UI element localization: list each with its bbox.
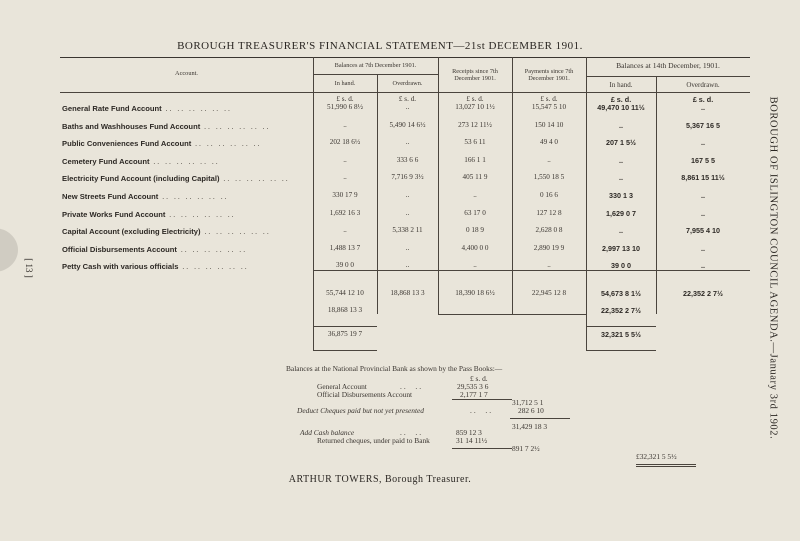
cell-rec: 4,400 0 0 xyxy=(461,244,489,252)
leader-dots: .. .. .. .. .. .. xyxy=(158,192,229,201)
cell-in7: 1,488 13 7 xyxy=(329,244,361,252)
account-label xyxy=(62,227,310,236)
cell-in7: 330 17 9 xyxy=(332,191,358,199)
page-number: [ 13 ] xyxy=(24,258,34,278)
total-ov14: 22,352 2 7½ xyxy=(683,289,723,298)
cell-ov14: 5,367 16 5 xyxy=(686,121,720,130)
cell-in7: .. xyxy=(343,156,347,164)
cell-pay: 49 4 0 xyxy=(540,138,558,146)
cell-ov14: 167 5 5 xyxy=(691,156,715,165)
total-ov7: 18,868 13 3 xyxy=(390,289,425,297)
net-rule-left xyxy=(313,326,377,327)
lsd-header: £ s. d. xyxy=(610,95,632,104)
bal14-subheader-rule xyxy=(586,76,750,77)
account-label xyxy=(62,122,310,131)
bal7-subheader-rule xyxy=(313,74,438,75)
bank-add-label: Add Cash balance xyxy=(300,428,355,437)
bank-sum-rule xyxy=(510,418,570,419)
cell-ov14: 7,955 4 10 xyxy=(686,226,720,235)
cell-ov14: .. xyxy=(701,244,705,253)
leader-dots: .. .. .. .. .. .. xyxy=(219,174,290,183)
cell-pay: 2,628 0 8 xyxy=(535,226,563,234)
header-payments: Payments since 7th December 1901. xyxy=(524,68,574,82)
account-name: Private Works Fund Account xyxy=(62,210,166,219)
less-in7: 18,868 13 3 xyxy=(327,306,363,314)
bank-sum-rule xyxy=(452,399,512,400)
bank-cash-value: 859 12 3 xyxy=(456,428,482,437)
cell-ov7: 5,490 14 6½ xyxy=(389,121,426,129)
total-payments: 22,945 12 8 xyxy=(531,289,567,297)
cell-ov7: 5,338 2 11 xyxy=(392,226,423,234)
net-rule-right xyxy=(586,326,656,327)
cell-pay: 2,890 19 9 xyxy=(533,244,565,252)
cell-pay: .. xyxy=(547,261,551,269)
bank-heading: Balances at the National Provincial Bank as shown by the Pass Books:— xyxy=(286,364,503,373)
cell-in7: 202 18 6½ xyxy=(329,138,361,146)
leader-dots: .. .. xyxy=(470,406,494,415)
cell-rec: 166 1 1 xyxy=(464,156,486,164)
cell-ov7: .. xyxy=(405,244,410,252)
account-label xyxy=(62,174,310,183)
cell-in7: .. xyxy=(343,121,347,129)
cell-ov14: .. xyxy=(701,103,705,112)
cell-ov7: .. xyxy=(405,138,410,146)
cell-ov14: .. xyxy=(701,191,705,200)
cell-in14: .. xyxy=(619,156,623,165)
cell-ov7: .. xyxy=(405,191,410,199)
cell-in14: 49,470 10 11½ xyxy=(597,103,645,112)
leader-dots: .. .. xyxy=(400,382,424,391)
bank-subtotal2: 31,429 18 3 xyxy=(512,422,548,431)
binding-hole xyxy=(0,228,18,272)
header-bal14: Balances at 14th December, 1901. xyxy=(616,61,720,70)
cell-in14: 39 0 0 xyxy=(611,261,631,270)
bank-deduct-label: Deduct Cheques paid but not yet presented xyxy=(297,406,424,415)
header-bal7-in-hand: In hand. xyxy=(334,80,356,87)
header-bal14-overdrawn: Overdrawn. xyxy=(686,81,720,89)
leader-dots: .. .. .. .. .. .. xyxy=(176,245,248,254)
cell-rec: 13,027 10 1½ xyxy=(455,103,495,111)
lsd-header: £ s. d. xyxy=(692,95,714,104)
cell-pay: 0 16 6 xyxy=(540,191,558,199)
cell-pay: .. xyxy=(547,156,551,164)
cell-in14: 207 1 5½ xyxy=(606,138,636,147)
account-name: Petty Cash with various officials xyxy=(62,262,179,271)
bank-subtotal1: 31,712 5 1 xyxy=(512,398,544,407)
net-in7: 36,875 19 7 xyxy=(327,330,363,338)
account-name: Cemetery Fund Account xyxy=(62,157,150,166)
leader-dots: .. .. .. .. .. .. xyxy=(161,104,232,113)
total-receipts: 18,390 18 6½ xyxy=(455,289,495,297)
header-account: Account. xyxy=(175,70,198,77)
mid-close-rule xyxy=(438,314,586,315)
account-label xyxy=(62,192,310,201)
signature: ARTHUR TOWERS, Borough Treasurer. xyxy=(288,474,472,485)
account-label xyxy=(62,139,310,148)
cell-in7: 39 0 0 xyxy=(336,261,354,269)
cell-in14: .. xyxy=(619,226,623,235)
account-name: Baths and Washhouses Fund Account xyxy=(62,122,201,131)
bank-returned-value: 31 14 11½ xyxy=(456,436,488,445)
cell-in7: 51,990 6 8½ xyxy=(327,103,363,111)
header-bal7: Balances at 7th December 1901. xyxy=(334,62,417,69)
bank-official-label: Official Disbursements Account xyxy=(317,390,413,399)
account-label xyxy=(62,157,310,166)
leader-dots: .. .. xyxy=(400,428,424,437)
cell-ov14: .. xyxy=(701,138,705,147)
cell-in14: 2,997 13 10 xyxy=(602,244,640,253)
bank-add-total: 891 7 2½ xyxy=(512,444,540,453)
header-receipts: Receipts since 7th December 1901. xyxy=(452,68,498,82)
totals-rule xyxy=(313,270,750,271)
cell-in7: 1,692 16 3 xyxy=(329,209,361,217)
cell-ov7: 7,716 9 3½ xyxy=(391,173,424,181)
header-bal14-in-hand: In hand. xyxy=(609,81,633,89)
cell-in14: .. xyxy=(619,173,623,182)
account-name: General Rate Fund Account xyxy=(62,104,162,113)
side-header: BOROUGH OF ISLINGTON COUNCIL AGENDA.—January 3rd 1902. xyxy=(767,96,779,440)
account-label xyxy=(62,262,310,271)
net-close-left xyxy=(313,350,377,351)
leader-dots: .. .. .. .. .. .. xyxy=(200,122,271,131)
cell-in14: 1,629 0 7 xyxy=(606,209,636,218)
cell-rec: 0 18 9 xyxy=(466,226,484,234)
cell-pay: 127 12 8 xyxy=(536,209,562,217)
bank-general-value: 29,535 3 6 xyxy=(457,382,489,391)
cell-ov14: .. xyxy=(701,209,705,218)
cell-rec: .. xyxy=(473,191,477,199)
bank-grand-total: £32,321 5 5½ xyxy=(636,452,677,461)
account-label xyxy=(62,104,310,113)
bank-general-label: General Account xyxy=(317,382,367,391)
account-name: Public Conveniences Fund Account xyxy=(62,139,192,148)
cell-pay: 15,547 5 10 xyxy=(531,103,567,111)
net-close-right xyxy=(586,350,656,351)
bank-deduct-value: 282 6 10 xyxy=(518,406,544,415)
less-in14: 22,352 2 7½ xyxy=(601,306,641,315)
leader-dots: .. .. .. .. .. .. xyxy=(200,227,271,236)
bank-official-value: 2,177 1 7 xyxy=(460,390,488,399)
cell-pay: 150 14 10 xyxy=(534,121,564,129)
cell-in7: .. xyxy=(343,173,347,181)
cell-ov14: .. xyxy=(701,261,705,270)
lsd-header: £ s. d. xyxy=(466,95,484,103)
account-name: New Streets Fund Account xyxy=(62,192,159,201)
account-name: Official Disbursements Account xyxy=(62,245,177,254)
header-bottom-rule xyxy=(60,92,750,93)
bank-returned-label: Returned cheques, under paid to Bank xyxy=(317,436,430,445)
cell-in7: .. xyxy=(343,226,347,234)
cell-ov7: .. xyxy=(405,261,410,269)
grand-total-rule xyxy=(636,464,696,465)
lsd-header: £ s. d. xyxy=(398,95,417,103)
cell-ov14: 8,861 15 11½ xyxy=(681,173,725,182)
cell-rec: 405 11 9 xyxy=(462,173,488,181)
bank-lsd: £ s. d. xyxy=(470,374,488,383)
cell-ov7: .. xyxy=(405,209,410,217)
total-in7: 55,744 12 10 xyxy=(326,289,364,297)
cell-rec: .. xyxy=(473,261,477,269)
cell-rec: 63 17 0 xyxy=(464,209,486,217)
lsd-header: £ s. d. xyxy=(336,95,354,103)
cell-pay: 1,550 18 5 xyxy=(533,173,565,181)
header-bal7-overdrawn: Overdrawn. xyxy=(392,80,423,87)
leader-dots: .. .. .. .. .. .. xyxy=(178,262,249,271)
cell-rec: 53 6 11 xyxy=(464,138,486,146)
leader-dots: .. .. .. .. .. .. xyxy=(191,139,262,148)
account-label xyxy=(62,245,310,254)
leader-dots: .. .. .. .. .. .. xyxy=(149,157,220,166)
cell-in14: 330 1 3 xyxy=(609,191,633,200)
total-in14: 54,673 8 1½ xyxy=(601,289,641,298)
leader-dots: .. .. .. .. .. .. xyxy=(165,210,236,219)
cell-in14: .. xyxy=(619,121,623,130)
table-top-rule xyxy=(60,57,750,58)
cell-ov7: 333 6 6 xyxy=(396,156,419,164)
cell-ov7: .. xyxy=(405,103,410,111)
lsd-header: £ s. d. xyxy=(540,95,558,103)
account-label xyxy=(62,210,310,219)
account-name: Capital Account (excluding Electricity) xyxy=(62,227,201,236)
page-title: BOROUGH TREASURER'S FINANCIAL STATEMENT—21st DECEMBER 1901. xyxy=(177,40,583,52)
bank-sum-rule xyxy=(452,448,512,449)
net-in14: 32,321 5 5½ xyxy=(601,330,641,339)
account-name: Electricity Fund Account (including Capital) xyxy=(62,174,220,183)
cell-rec: 273 12 11½ xyxy=(458,121,492,129)
grand-total-rule xyxy=(636,466,696,467)
